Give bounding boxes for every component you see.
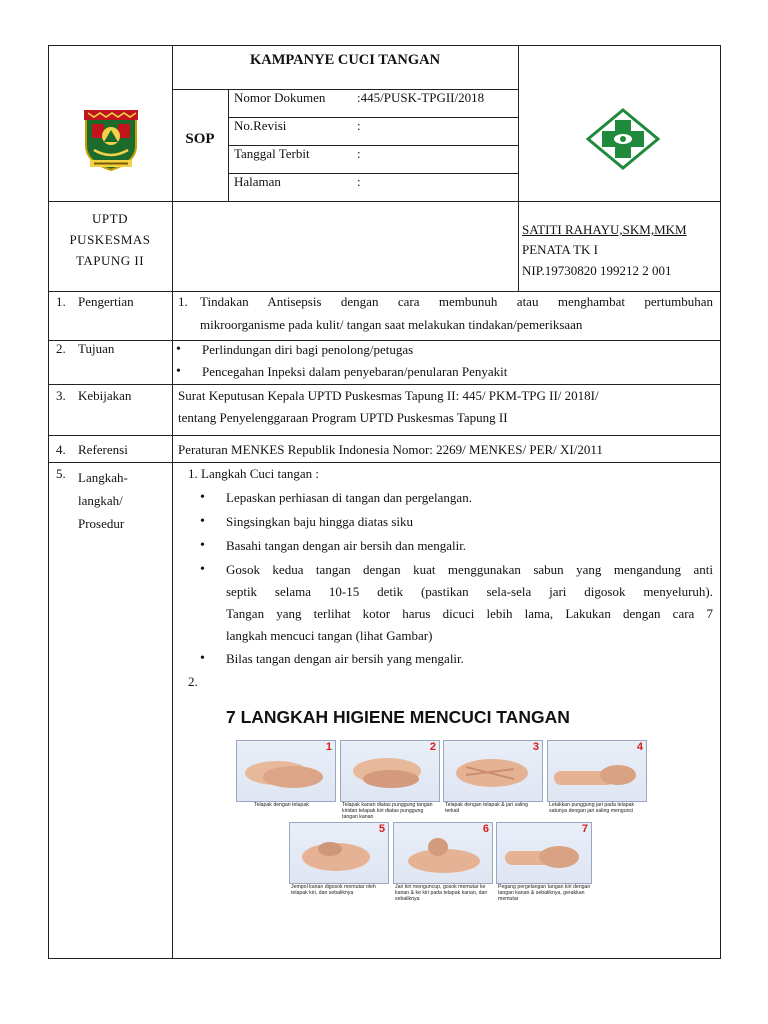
- step-caption: Jempol kanan digosok memutar oleh telapak kiri, dan sebaliknya: [291, 884, 376, 896]
- hand-step-photo: [236, 740, 336, 802]
- langkah-label-line: Langkah-: [78, 470, 128, 485]
- step-1-title: 1. Langkah Cuci tangan :: [188, 466, 320, 481]
- org-line-2: PUSKESMAS: [69, 232, 151, 247]
- section-label-pengertian: Pengertian: [78, 294, 134, 309]
- section-label-langkah: [78, 466, 128, 535]
- org-line-1: UPTD: [92, 211, 128, 226]
- hand-step-photo: [393, 822, 493, 884]
- document-title: KAMPANYE CUCI TANGAN: [249, 52, 441, 68]
- puskesmas-green-cross-logo: [586, 108, 660, 170]
- meta-value-tanggal: :: [357, 146, 361, 161]
- pengertian-line-2: mikroorganisme pada kulit/ tangan saat melakukan tindakan/pemeriksaan: [200, 317, 583, 332]
- pengertian-line-1: Tindakan Antisepsis dengan cara membunuh atau menghambat pertumbuhan: [200, 294, 713, 309]
- step-number: 6: [482, 823, 489, 835]
- tujuan-item: • Pencegahan Inpeksi dalam penyebaran/penularan Penyakit: [202, 364, 507, 380]
- hand-step-photo: [443, 740, 543, 802]
- procedure-bullet-long-line-1: • Gosok kedua tangan dengan kuat menggunakan sabun yang mengandung anti: [226, 562, 713, 578]
- pengertian-item-number: 1.: [178, 294, 188, 309]
- section-number: 5.: [56, 466, 66, 481]
- langkah-label-line: langkah/: [78, 493, 123, 508]
- signatory-rank: PENATA TK I: [522, 242, 599, 257]
- procedure-bullet: • Bilas tangan dengan air bersih yang mengalir.: [226, 651, 464, 667]
- step-number: 3: [532, 741, 539, 753]
- meta-label-nomor: Nomor Dokumen: [234, 90, 326, 105]
- step-number: 4: [636, 741, 643, 753]
- section-number: 1.: [56, 294, 66, 309]
- step-caption: Telapak dengan telapak & jari saling terkait: [445, 802, 529, 814]
- step-caption: Telapak kanan diatas punggung tangan kiridan telapak kiri diatas punggung tangan kanan: [342, 802, 433, 820]
- procedure-bullet: • Basahi tangan dengan air bersih dan mengalir.: [226, 538, 466, 554]
- hand-step-photo: [289, 822, 389, 884]
- procedure-bullet-long-line-2: septik selama 10-15 detik (pastikan sela-sela jari digosok menyeluruh).: [226, 584, 713, 599]
- step-caption: Telapak dengan telapak: [254, 802, 309, 808]
- procedure-bullet: • Singsingkan baju hingga diatas siku: [226, 514, 413, 530]
- meta-value-revisi: :: [357, 118, 361, 133]
- signatory-nip: NIP.19730820 199212 2 001: [522, 263, 672, 278]
- signatory-name: SATITI RAHAYU,SKM,MKM: [522, 222, 687, 237]
- procedure-bullet-long-line-4: langkah mencuci tangan (lihat Gambar): [226, 628, 433, 643]
- meta-label-revisi: No.Revisi: [234, 118, 287, 133]
- procedure-bullet: • Lepaskan perhiasan di tangan dan pergelangan.: [226, 490, 472, 506]
- step-number: 1: [325, 741, 332, 753]
- section-label-tujuan: Tujuan: [78, 341, 115, 356]
- step-caption: Jari kiri menguncup, gosok memutar ke kanan & ke kiri pada telapak kanan, dan sebaliknya: [395, 884, 488, 902]
- hand-step-photo: [496, 822, 592, 884]
- kebijakan-line-1: Surat Keputusan Kepala UPTD Puskesmas Tapung II: 445/ PKM-TPG II/ 2018I/: [178, 388, 599, 403]
- referensi-text: Peraturan MENKES Republik Indonesia Nomor: 2269/ MENKES/ PER/ XI/2011: [178, 442, 603, 457]
- step-2-number: 2.: [188, 674, 198, 689]
- procedure-bullet-long-line-3: Tangan yang terlihat kotor harus dicuci lebih lama, Lakukan dengan cara 7: [226, 606, 713, 621]
- hand-step-photo: [340, 740, 440, 802]
- section-number: 4.: [56, 442, 66, 457]
- step-caption: Letakkan punggung jari pada telapak satunya dengan jari saling mengunci: [549, 802, 635, 814]
- meta-value-halaman: :: [357, 174, 361, 189]
- tujuan-item: • Perlindungan diri bagi penolong/petugas: [202, 342, 413, 358]
- kebijakan-line-2: tentang Penyelenggaraan Program UPTD Puskesmas Tapung II: [178, 410, 508, 425]
- langkah-label-line: Prosedur: [78, 516, 125, 531]
- meta-label-tanggal: Tanggal Terbit: [234, 146, 310, 161]
- step-number: 2: [429, 741, 436, 753]
- step-caption: Pegang pergelangan tangan kiri dengan tangan kanan & sebaliknya, gerakkan memutar: [498, 884, 591, 902]
- step-number: 5: [378, 823, 385, 835]
- org-line-3: TAPUNG II: [75, 253, 145, 268]
- section-label-referensi: Referensi: [78, 442, 128, 457]
- section-number: 2.: [56, 341, 66, 356]
- figure-title: 7 LANGKAH HIGIENE MENCUCI TANGAN: [226, 707, 570, 727]
- section-number: 3.: [56, 388, 66, 403]
- meta-value-nomor: :445/PUSK-TPGII/2018: [357, 90, 485, 105]
- step-number: 7: [581, 823, 588, 835]
- meta-label-halaman: Halaman: [234, 174, 281, 189]
- regency-crest-logo: [80, 106, 142, 172]
- section-label-kebijakan: Kebijakan: [78, 388, 132, 403]
- hand-step-photo: [547, 740, 647, 802]
- org-name: [48, 208, 172, 271]
- sop-label: SOP: [185, 131, 215, 147]
